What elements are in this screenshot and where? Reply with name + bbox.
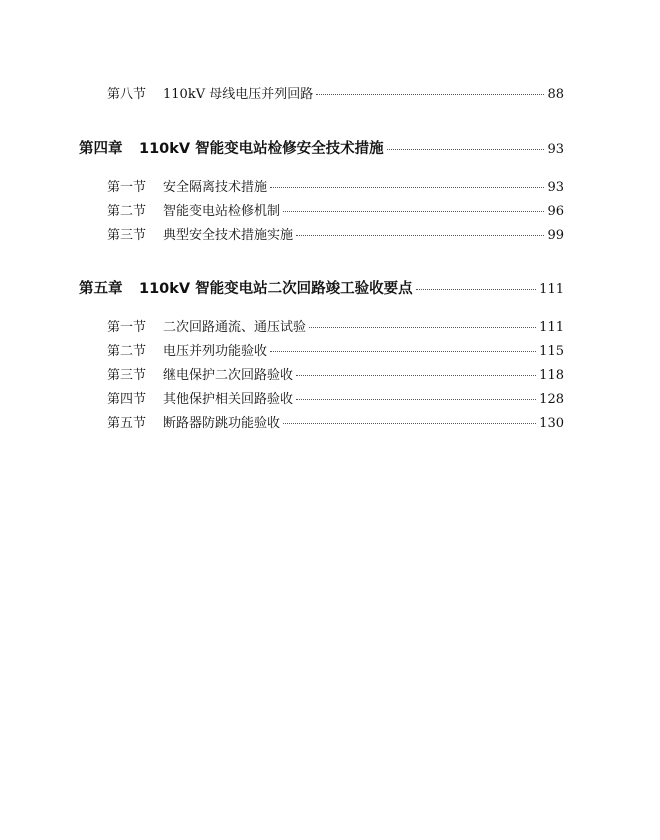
toc-entry-ch5-s1 [107, 316, 564, 335]
section-title: 典型安全技术措施实施 [163, 228, 294, 243]
section-number: 第三节 [107, 228, 147, 243]
section-title: 安全隔离技术措施 [163, 180, 268, 195]
toc-entry-ch5-s2 [107, 340, 564, 359]
dot-leader [283, 211, 544, 212]
page-number: 93 [547, 142, 564, 157]
page-number: 93 [547, 180, 564, 195]
toc-entry-ch4-s1 [107, 176, 564, 195]
chapter-number: 第五章 [79, 281, 123, 297]
section-number: 第四节 [107, 392, 147, 407]
section-title: 继电保护二次回路验收 [163, 368, 294, 383]
page-number: 96 [547, 204, 564, 219]
section-number: 第五节 [107, 416, 147, 431]
toc-entry-ch4-s2 [107, 200, 564, 219]
section-number: 第二节 [107, 204, 147, 219]
dot-leader [309, 327, 536, 328]
dot-leader [296, 235, 544, 236]
page-number: 118 [539, 368, 564, 383]
toc-entry-ch4-s3 [107, 224, 564, 243]
dot-leader [270, 187, 544, 188]
page-number: 99 [547, 228, 564, 243]
page-number: 88 [547, 87, 564, 102]
page-number: 128 [539, 392, 564, 407]
toc-entry-ch5 [79, 277, 564, 298]
toc-entry-ch4 [79, 137, 564, 158]
chapter-title: 110kV 智能变电站二次回路竣工验收要点 [139, 281, 413, 297]
section-number: 第三节 [107, 368, 147, 383]
section-title: 智能变电站检修机制 [163, 204, 281, 219]
page-number: 130 [539, 416, 564, 431]
section-title: 其他保护相关回路验收 [163, 392, 294, 407]
section-title: 断路器防跳功能验收 [163, 416, 281, 431]
dot-leader [296, 399, 536, 400]
toc-entry-ch5-s5 [107, 412, 564, 431]
section-title: 110kV 母线电压并列回路 [163, 87, 314, 102]
dot-leader [296, 375, 536, 376]
dot-leader [283, 423, 536, 424]
toc-entry-ch5-s4 [107, 388, 564, 407]
dot-leader [316, 94, 544, 95]
section-number: 第一节 [107, 180, 147, 195]
chapter-title: 110kV 智能变电站检修安全技术措施 [139, 141, 384, 157]
section-number: 第二节 [107, 344, 147, 359]
toc-entry-ch3-s8 [107, 83, 564, 102]
dot-leader [387, 149, 545, 150]
page-number: 111 [539, 282, 564, 297]
section-number: 第一节 [107, 320, 147, 335]
dot-leader [270, 351, 536, 352]
section-title: 电压并列功能验收 [163, 344, 268, 359]
section-number: 第八节 [107, 87, 147, 102]
dot-leader [416, 289, 536, 290]
page-number: 115 [539, 344, 564, 359]
section-title: 二次回路通流、通压试验 [163, 320, 307, 335]
toc-entry-ch5-s3 [107, 364, 564, 383]
chapter-number: 第四章 [79, 141, 123, 157]
page-number: 111 [539, 320, 564, 335]
